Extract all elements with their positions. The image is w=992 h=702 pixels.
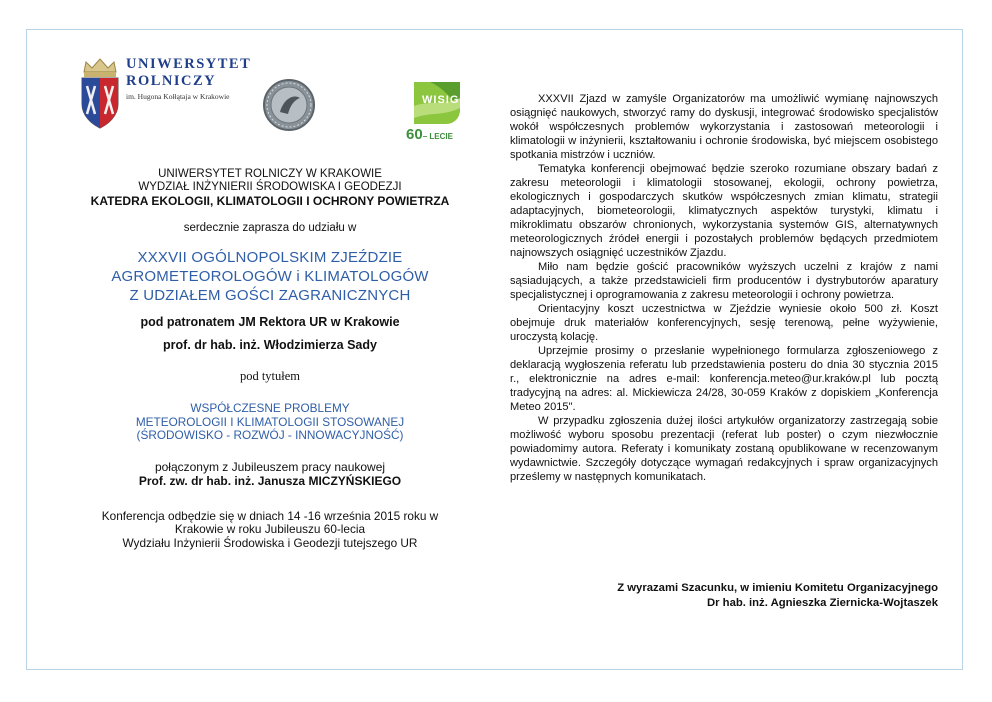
logo-subtitle: im. Hugona Kołłątaja w Krakowie xyxy=(126,92,230,101)
patronage-text: pod patronatem JM Rektora UR w Krakowie xyxy=(140,315,400,329)
faculty-name: WYDZIAŁ INŻYNIERII ŚRODOWISKA I GEODEZJI xyxy=(138,181,402,193)
invite-text: serdecznie zaprasza do udziału w xyxy=(183,222,357,234)
paragraph-aims: XXXVII Zjazd w zamyśle Organizatorów ma umożliwić wymianę najnowszych osiągnięć naukowych, stworzyć ramy do dyskusji, integrować środowisko specjalistów wokół współczesnych problemów wykorzystania i zastosowań meteorologii i klimatologii w inżynierii, kształtowaniu i ochronie środowiska, być miejscem osobistego spotkania mistrzów i uczniów. xyxy=(510,93,938,161)
conference-title-line1: XXXVII OGÓLNOPOLSKIM ZJEŹDZIE xyxy=(137,249,403,266)
wisig-anniversary-logo xyxy=(400,78,470,146)
wisig-anniversary-suffix: – LECIE xyxy=(422,132,453,141)
conference-topic xyxy=(60,402,480,443)
department-name: KATEDRA EKOLOGII, KLIMATOLOGII I OCHRONY POWIETRZA xyxy=(90,194,450,208)
dates-line3: Wydziału Inżynierii Środowiska i Geodezji tutejszego UR xyxy=(122,535,418,550)
under-title-text: pod tytułem xyxy=(239,369,301,383)
faculty-seal-icon xyxy=(262,78,316,132)
description-column xyxy=(510,92,938,484)
wisig-name: WISIG xyxy=(422,94,460,106)
logo-text-line2: ROLNICZY xyxy=(126,73,217,89)
jubilee-professor: Prof. zw. dr hab. inż. Janusza MICZYŃSKIEGO xyxy=(138,473,402,488)
paragraph-guests: Miło nam będzie gościć pracowników wyższych uczelni z krajów z nami sąsiadujących, a także przedstawicieli firm producentów i dystrybutorów aparatury specjalistycznej i oprogramowania z zakresu meteorologii i ochrony powietrza. xyxy=(510,261,938,301)
paragraph-registration: Uprzejmie prosimy o przesłanie wypełnionego formularza zgłoszeniowego z deklaracją wygłoszenia referatu lub przedstawienia posteru do dnia 30 stycznia 2015 r., elektronicznie na adres e-mail: konferencja.meteo@ur.kraków.pl lub pocztą tradycyjną na adres: al. Mickiewicza 24/28, 30-059 Kraków z dopiskiem „Konferencja Meteo 2015". xyxy=(510,345,938,413)
paragraph-publication: W przypadku zgłoszenia dużej ilości artykułów organizatorzy zastrzegają sobie możliwość wyboru sposobu prezentacji (referat lub poster) o czym niezwłocznie powiadomimy autora. Referaty i komunikaty zostaną opublikowane w recenzowanym wydawnictwie. Szczegóły dotyczące wymagań redakcyjnych i spraw organizacyjnych prześlemy w następnych komunikatach. xyxy=(510,415,938,483)
dates-line2: Krakowie w roku Jubileuszu 60-lecia xyxy=(174,522,366,536)
conference-dates xyxy=(60,510,480,551)
conference-title-line3: Z UDZIAŁEM GOŚCI ZAGRANICZNYCH xyxy=(129,287,411,304)
invitation-column xyxy=(60,150,480,550)
university-logo xyxy=(78,56,258,136)
topic-line3: (ŚRODOWISKO - ROZWÓJ - INNOWACYJNOŚĆ) xyxy=(136,428,404,442)
paragraph-cost: Orientacyjny koszt uczestnictwa w Zjeździe wyniesie około 500 zł. Koszt obejmuje druk materiałów konferencyjnych, sesję terenową, pełne wyżywienie, uroczystą kolację. xyxy=(510,303,938,343)
dates-line1: Konferencja odbędzie się w dniach 14 -16 września 2015 roku w xyxy=(101,508,439,523)
signature-block xyxy=(510,581,938,611)
paragraph-topics: Tematyka konferencji obejmować będzie szeroko rozumiane obszary badań z zakresu meteorologii i klimatologii stosowanej, ekologii, ochrony powietrza, ekologicznych i gospodarczych skutków współczesnych zmian klimatu, strategii adaptacyjnych, biometeorologii, klimatycznych aspektów turystyki, klimatu i mikroklimatu obszarów chronionych, wykorzystania systemów GIS, alternatywnych meteorologicznych źródeł energii i pozostałych problemów będących przedmiotem najnowszych osiągnięć uczestników Zjazdu. xyxy=(510,163,938,259)
conference-title-line2: AGROMETEOROLOGÓW i KLIMATOLOGÓW xyxy=(111,268,429,285)
university-crest-icon xyxy=(78,56,122,132)
topic-line2: METEOROLOGII I KLIMATOLOGII STOSOWANEJ xyxy=(135,414,405,429)
signature-name: Dr hab. inż. Agnieszka Ziernicka-Wojtaszek xyxy=(706,597,938,609)
topic-line1: WSPÓŁCZESNE PROBLEMY xyxy=(190,401,350,415)
wisig-anniversary-number: 60 xyxy=(406,126,423,143)
signature-greeting: Z wyrazami Szacunku, w imieniu Komitetu Organizacyjnego xyxy=(617,582,938,594)
conference-title xyxy=(60,248,480,305)
rector-name: prof. dr hab. inż. Włodzimierza Sady xyxy=(163,338,377,352)
jubilee-text: połączonym z Jubileuszem pracy naukowej xyxy=(154,459,386,474)
logo-text-line1: UNIWERSYTET xyxy=(126,56,252,72)
university-name: UNIWERSYTET ROLNICZY W KRAKOWIE xyxy=(158,168,382,180)
